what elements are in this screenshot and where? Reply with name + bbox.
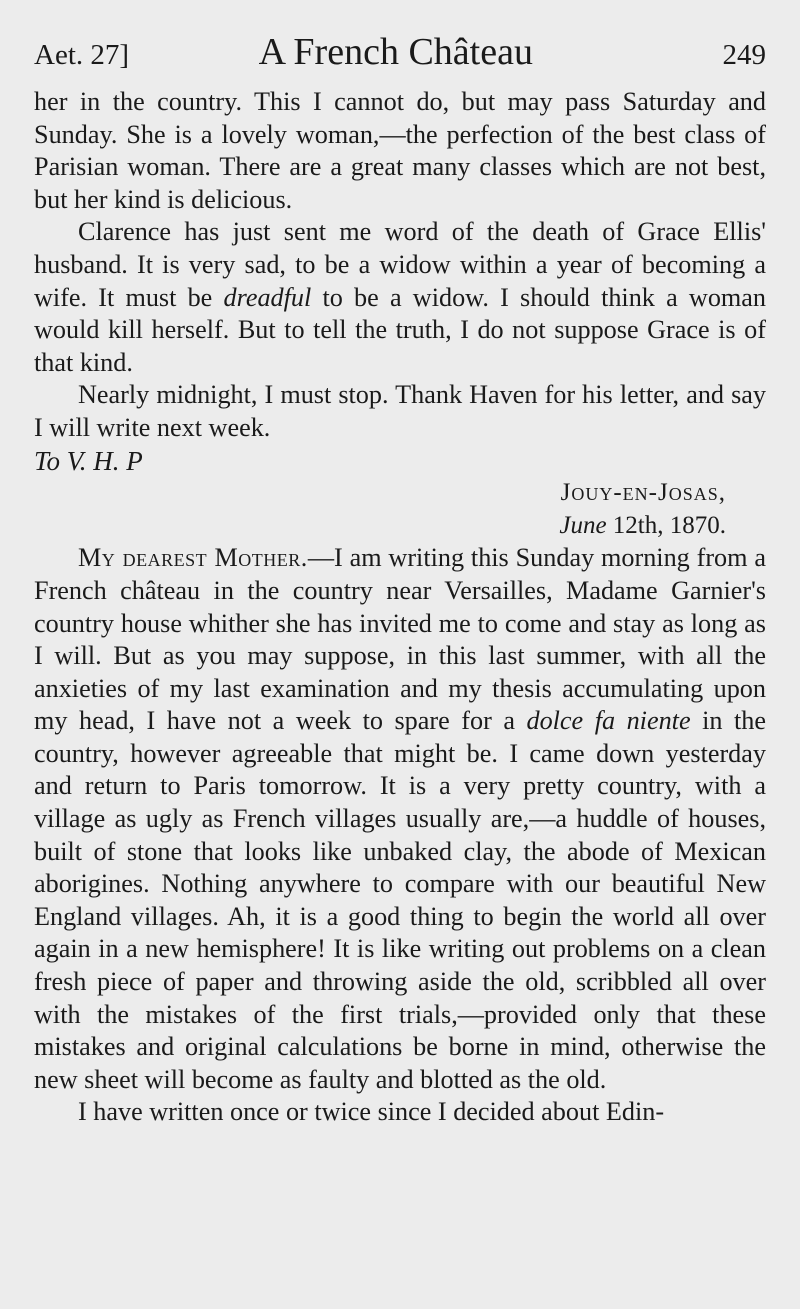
paragraph-clarence: Clarence has just sent me word of the death of Grace Ellis' husband. It is very sad, to be a widow within a year of becoming a wife. It must be dreadful to be a widow. I should think a woman would kill herself. But to tell the truth, I do not suppose Grace is of that kind. [34, 217, 767, 377]
letter-salutation: My dearest Mother. [78, 543, 308, 573]
letter-paragraph-2: I have written once or twice since I decided about Edin- [78, 1097, 665, 1127]
letter-recipient: To V. H. P [34, 445, 143, 476]
main-text [34, 86, 766, 1129]
letter-date: June 12th, 1870. [559, 511, 726, 539]
running-header [34, 30, 766, 86]
header-age: Aet. 27] [34, 39, 130, 71]
letter-place: Jouy-en-Josas, [560, 479, 726, 507]
emphasis-dreadful: dreadful [223, 282, 312, 312]
paragraph-continued: her in the country. This I cannot do, but may pass Saturday and Sunday. She is a lovely woman,—the perfection of the best class of Parisian woman. There are a great many classes which are not best, but her kind is delicious. [34, 87, 766, 214]
letter-paragraph-1: My dearest Mother.—I am writing this Sunday morning from a French château in the country near Versailles, Madame Garnier's country house whither she has invited me to come and stay as long as I will. But as you may suppose, in this last summer, with all the anxieties of my last examination and my thesis accumulating upon my head, I have not a week to spare for a dolce fa niente in the country, however agreeable that might be. I came down yesterday and return to Paris tomorrow. It is a very pretty country, with a village as ugly as French villages usually are,—a huddle of houses, built of stone that looks like unbaked clay, the abode of Mexican aborigines. Nothing anywhere to compare with our beautiful New England villages. Ah, it is a good thing to begin the world all over again in a new hemisphere! It is like writing out problems on a clean fresh piece of paper and throwing aside the old, scribbled all over with the mistakes of the first trials,—provided only that these mistakes and original calculations be borne in mind, otherwise the new sheet will become as faulty and blotted as the old. [34, 543, 766, 1094]
header-title: A French Château [258, 31, 533, 73]
emphasis-dolce: dolce fa niente [526, 706, 691, 736]
page-number: 249 [722, 39, 766, 71]
paragraph-midnight: Nearly midnight, I must stop. Thank Haven for his letter, and say I will write next week. [34, 380, 766, 442]
letter-dateline [34, 477, 766, 542]
